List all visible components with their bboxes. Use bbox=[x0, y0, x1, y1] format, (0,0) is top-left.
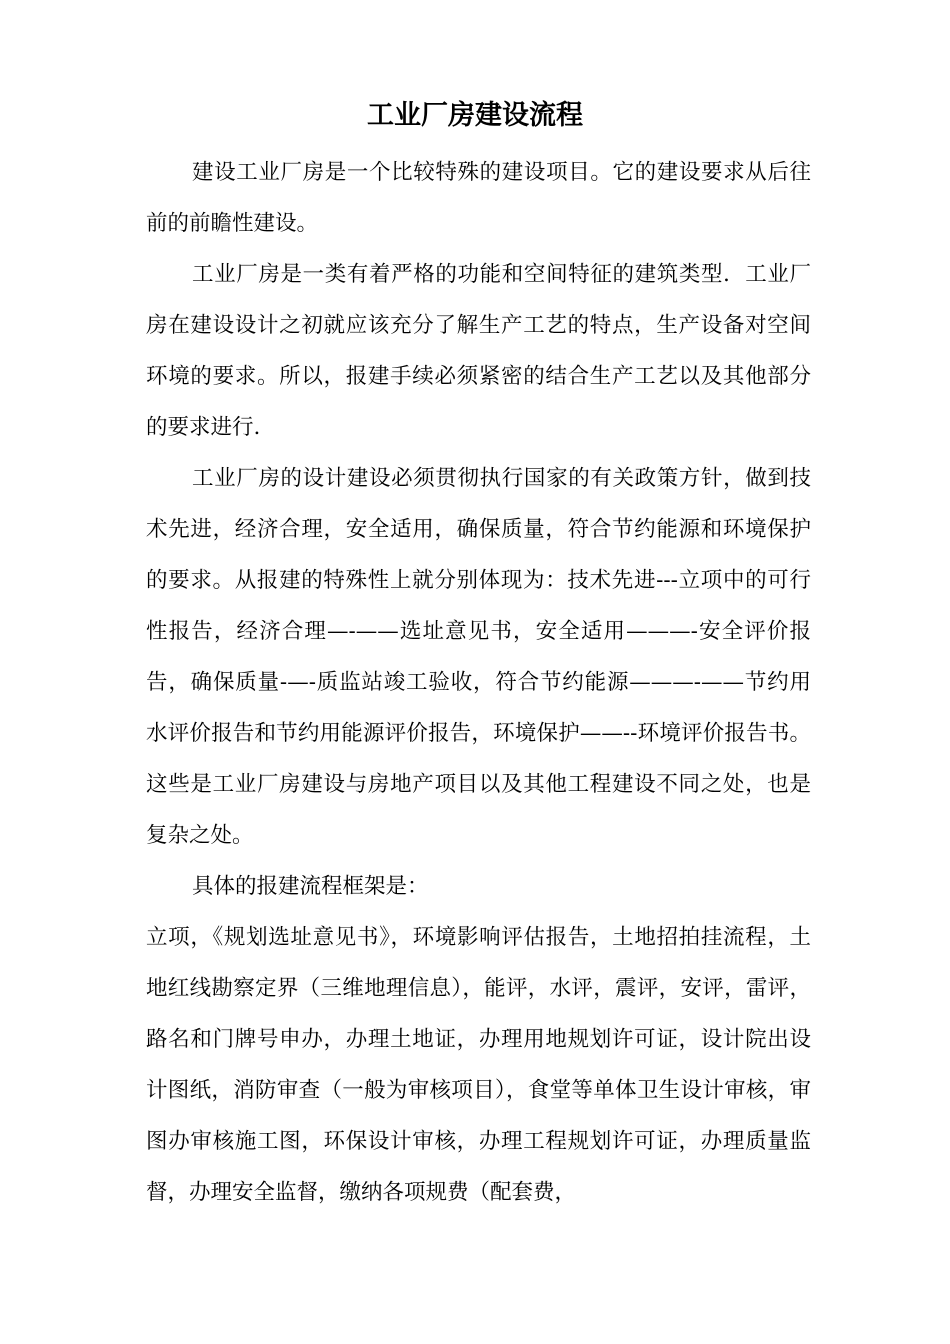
paragraph-building-type: 工业厂房是一类有着严格的功能和空间特征的建筑类型．工业厂房在建设设计之初就应该充分了解生产工艺的特点，生产设备对空间环境的要求。所以，报建手续必须紧密的结合生产工艺以及其他部分的要求进行. bbox=[146, 262, 811, 440]
document-title: 工业厂房建设流程 bbox=[367, 100, 583, 131]
paragraph-process-list: 立项，《规划选址意见书》，环境影响评估报告，土地招拍挂流程，土地红线勘察定界（三维地理信息），能评，水评，震评，安评，雷评，路名和门牌号申办，办理土地证，办理用地规划许可证，设计院出设计图纸，消防审查（一般为审核项目），食堂等单体卫生设计审核，审图办审核施工图，环保设计审核，办理工程规划许可证，办理质量监督，办理安全监督，缴纳各项规费（配套费， bbox=[146, 925, 811, 1205]
paragraph-intro: 建设工业厂房是一个比较特殊的建设项目。它的建设要求从后往前的前瞻性建设。 bbox=[146, 160, 811, 236]
paragraph-framework-heading: 具体的报建流程框架是： bbox=[192, 874, 429, 899]
paragraph-policy: 工业厂房的设计建设必须贯彻执行国家的有关政策方针，做到技术先进，经济合理，安全适用，确保质量，符合节约能源和环境保护的要求。从报建的特殊性上就分别体现为：技术先进---立项中的可行性报告，经济合理—-——选址意见书，安全适用———-安全评价报告，确保质量-—-质监站竣工验收，符合节约能源———-——节约用水评价报告和节约用能源评价报告，环境保护——--环境评价报告书。这些是工业厂房建设与房地产项目以及其他工程建设不同之处，也是复杂之处。 bbox=[146, 466, 811, 848]
document-body bbox=[146, 147, 811, 1218]
